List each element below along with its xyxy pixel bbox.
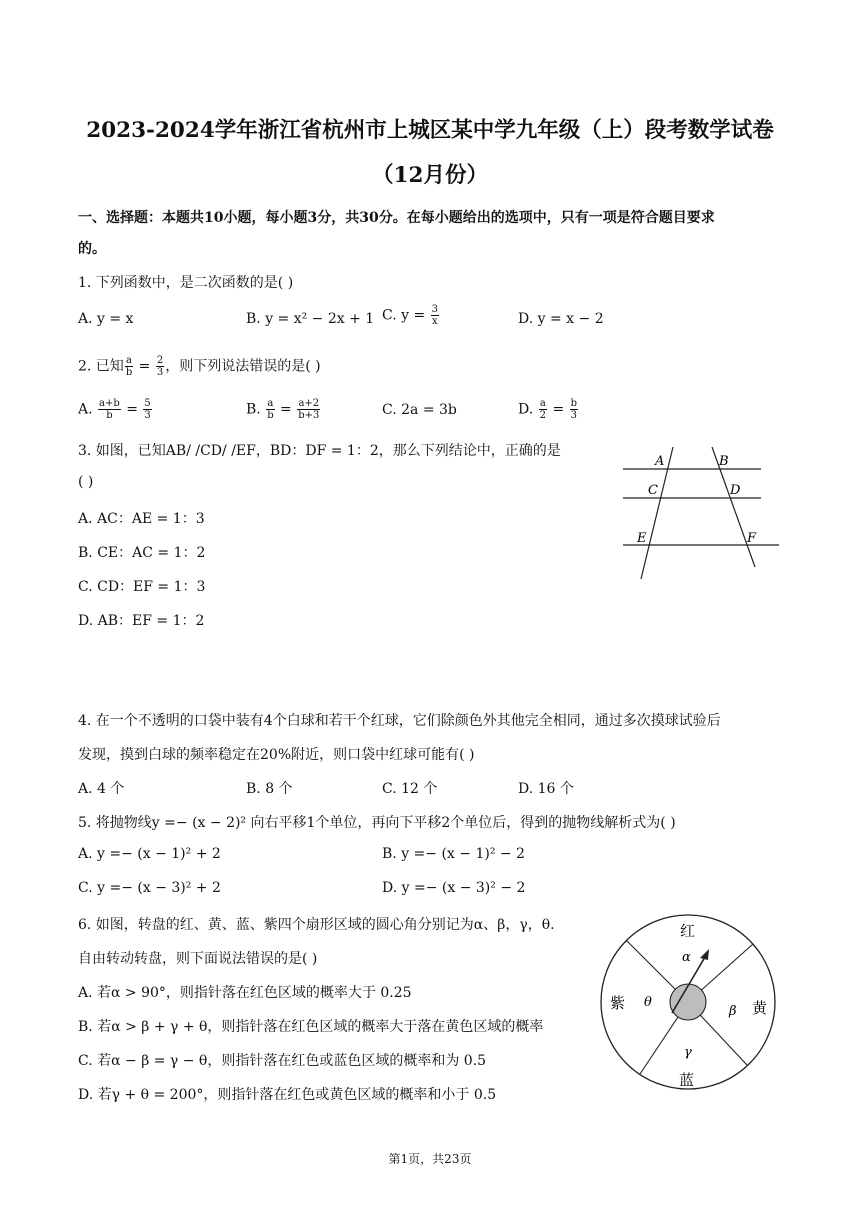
q3-stem: 3. 如图，已知AB/ /CD/ /EF，BD：DF = 1：2，那么下列结论中，正确的是 — [78, 443, 561, 459]
section-heading-cont: 的。 — [78, 241, 106, 257]
q6-stem: 6. 如图，转盘的红、黄、蓝、紫四个扇形区域的圆心角分别记为α、β，γ，θ. — [78, 917, 555, 933]
q6-option-c: C. 若α − β = γ − θ，则指针落在红色或蓝色区域的概率和为 0.5 — [78, 1053, 487, 1069]
label-a: A — [655, 454, 665, 469]
q2-option-b: B. $\frac{a}{b}$ = $\frac{a+2}{b+3}$ — [246, 398, 320, 421]
exam-title: 2023-2024学年浙江省杭州市上城区某中学九年级（上）段考数学试卷 — [86, 118, 774, 143]
label-purple: 紫 — [610, 994, 626, 1012]
page-footer: 第1页，共23页 — [388, 1152, 472, 1166]
q3-option-c: C. CD：EF = 1：3 — [78, 579, 206, 595]
q3-stem-cont: ( ) — [78, 474, 94, 490]
q4-option-d: D. 16 个 — [518, 781, 574, 797]
q4-stem: 4. 在一个不透明的口袋中装有4个白球和若干个红球，它们除颜色外其他完全相同，通过多次摸球试验后 — [78, 713, 721, 729]
q3-option-b: B. CE：AC = 1：2 — [78, 545, 206, 561]
q2-option-c: C. 2a = 3b — [382, 402, 457, 418]
q1-stem: 1. 下列函数中，是二次函数的是( ) — [78, 275, 294, 291]
q6-option-b: B. 若α > β + γ + θ，则指针落在红色区域的概率大于落在黄色区域的概率 — [78, 1019, 544, 1035]
label-alpha: α — [682, 950, 691, 965]
q2-stem: 2. 已知 $\frac{a}{b}$ = $\frac{2}{3}$ ，则下列说法错误的是( ) — [78, 355, 321, 378]
label-theta: θ — [644, 995, 652, 1010]
q1-option-c: C. y = $\frac{3}{x}$ — [382, 304, 439, 327]
label-d: D — [730, 483, 741, 498]
q3-option-a: A. AC：AE = 1：3 — [78, 511, 205, 527]
q1-option-d: D. y = x − 2 — [518, 311, 604, 327]
q4-option-a: A. 4 个 — [78, 781, 125, 797]
label-e: E — [637, 531, 647, 546]
q1-option-a: A. y = x — [78, 311, 134, 327]
label-blue: 蓝 — [679, 1071, 695, 1089]
q1-option-b: B. y = x² − 2x + 1 — [246, 311, 375, 327]
spinner-figure — [592, 906, 784, 1098]
q2-option-d: D. $\frac{a}{2}$ = $\frac{b}{3}$ — [518, 398, 578, 421]
q4-stem-cont: 发现，摸到白球的频率稳定在20%附近，则口袋中红球可能有( ) — [78, 747, 475, 763]
spinner-hub — [670, 984, 706, 1020]
label-gamma: γ — [684, 1045, 692, 1060]
q6-option-d: D. 若γ + θ = 200°，则指针落在红色或黄色区域的概率和小于 0.5 — [78, 1087, 497, 1103]
q4-option-b: B. 8 个 — [246, 781, 293, 797]
parallel-lines-figure — [615, 442, 785, 582]
label-f: F — [747, 531, 757, 546]
pointer-arrowhead — [700, 949, 709, 960]
label-b: B — [719, 454, 729, 469]
q5-option-d: D. y =− (x − 3)² − 2 — [382, 880, 526, 896]
q2-option-a: A. $\frac{a+b}{b}$ = $\frac{5}{3}$ — [78, 398, 151, 421]
q4-option-c: C. 12 个 — [382, 781, 438, 797]
q6-stem-cont: 自由转动转盘，则下面说法错误的是( ) — [78, 951, 318, 967]
label-yellow: 黄 — [752, 999, 768, 1017]
q5-stem: 5. 将抛物线y =− (x − 2)² 向右平移1个单位，再向下平移2个单位后，得到的抛物线解析式为( ) — [78, 815, 676, 831]
label-beta: β — [729, 1004, 737, 1019]
label-red: 红 — [680, 922, 696, 940]
q6-option-a: A. 若α > 90°，则指针落在红色区域的概率大于 0.25 — [78, 985, 412, 1001]
exam-subtitle: （12月份） — [372, 163, 488, 188]
q5-option-b: B. y =− (x − 1)² − 2 — [382, 846, 525, 862]
q5-option-a: A. y =− (x − 1)² + 2 — [78, 846, 221, 862]
section-heading: 一、选择题：本题共10小题，每小题3分，共30分。在每小题给出的选项中，只有一项是符合题目要求 — [78, 210, 715, 226]
q5-option-c: C. y =− (x − 3)² + 2 — [78, 880, 221, 896]
q3-option-d: D. AB：EF = 1：2 — [78, 613, 205, 629]
label-c: C — [648, 483, 658, 498]
